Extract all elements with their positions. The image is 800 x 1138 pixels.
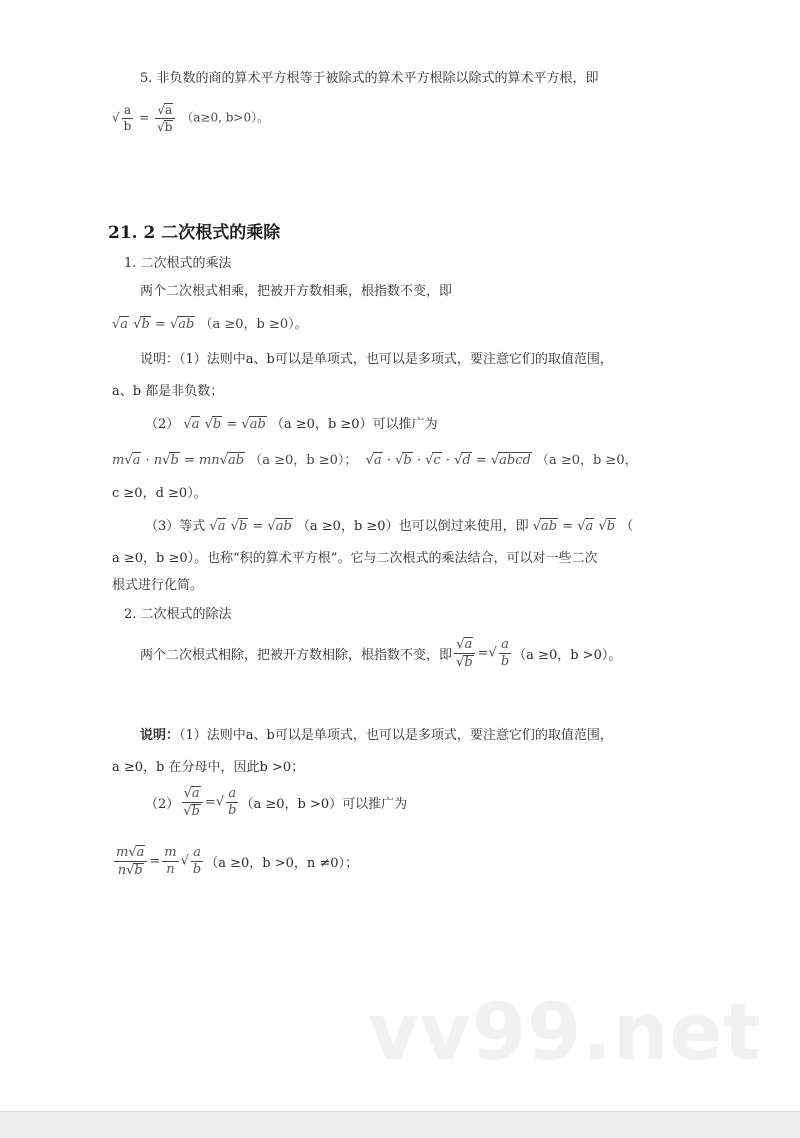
- mul-generalization: m√a · n√b = mn√ab （a ≥0，b ≥0）； √a · √b · √c · √d = √abcd （a ≥0，b ≥0，: [112, 453, 638, 468]
- mul-note-1: 说明：（1）法则中a、b可以是单项式，也可以是多项式，要注意它们的取值范围，: [140, 352, 613, 367]
- page-bottom-edge: [0, 1111, 800, 1138]
- div-rule: 两个二次根式相除，把被开方数相除，根指数不变，即 $\frac{√a}{√b}$ = √ $\frac{a}{b}$ （a ≥0，b >0）。: [140, 637, 622, 670]
- div-heading: 2. 二次根式的除法: [124, 607, 232, 622]
- property-5-formula: √ $\frac{a}{b}$ = $\frac{√a}{√b}$ （a≥0, b>0）。: [112, 103, 270, 134]
- mul-formula: √a √b = √ab （a ≥0，b ≥0）。: [112, 317, 308, 332]
- mul-note-1b: a、b 都是非负数；: [112, 384, 224, 399]
- div-note-2: （2） $\frac{√a}{√b}$ = √ $\frac{a}{b}$ （a ≥0，b >0）可以推广为: [145, 786, 408, 819]
- div-generalization: $\frac{m√a}{n√b}$ = $\frac{m}{n}$ √ $\frac{a}{b}$ （a ≥0，b >0，n ≠0）；: [116, 845, 359, 878]
- mul-note-3b: a ≥0，b ≥0）。也称“积的算术平方根”。它与二次根式的乘法结合，可以对一些二次: [112, 551, 598, 566]
- property-5-text: 5. 非负数的商的算术平方根等于被除式的算术平方根除以除式的算术平方根，即: [140, 71, 599, 86]
- div-note-1: 说明：（1）法则中a、b可以是单项式，也可以是多项式，要注意它们的取值范围，: [140, 728, 613, 743]
- section-title: 21. 2 二次根式的乘除: [108, 223, 281, 243]
- div-note-1b: a ≥0，b 在分母中，因此b >0；: [112, 760, 305, 775]
- mul-note-3c: 根式进行化简。: [112, 578, 204, 593]
- mul-rule: 两个二次根式相乘，把被开方数相乘，根指数不变，即: [140, 284, 453, 299]
- mul-note-3: （3）等式 √a √b = √ab （a ≥0，b ≥0）也可以倒过来使用，即 √ab = √a √b （: [145, 519, 634, 534]
- mul-note-2: （2） √a √b = √ab （a ≥0，b ≥0）可以推广为: [145, 417, 438, 432]
- mul-generalization-cond: c ≥0，d ≥0）。: [112, 486, 207, 501]
- watermark: vv99.net: [368, 988, 762, 1078]
- mul-heading: 1. 二次根式的乘法: [124, 256, 232, 271]
